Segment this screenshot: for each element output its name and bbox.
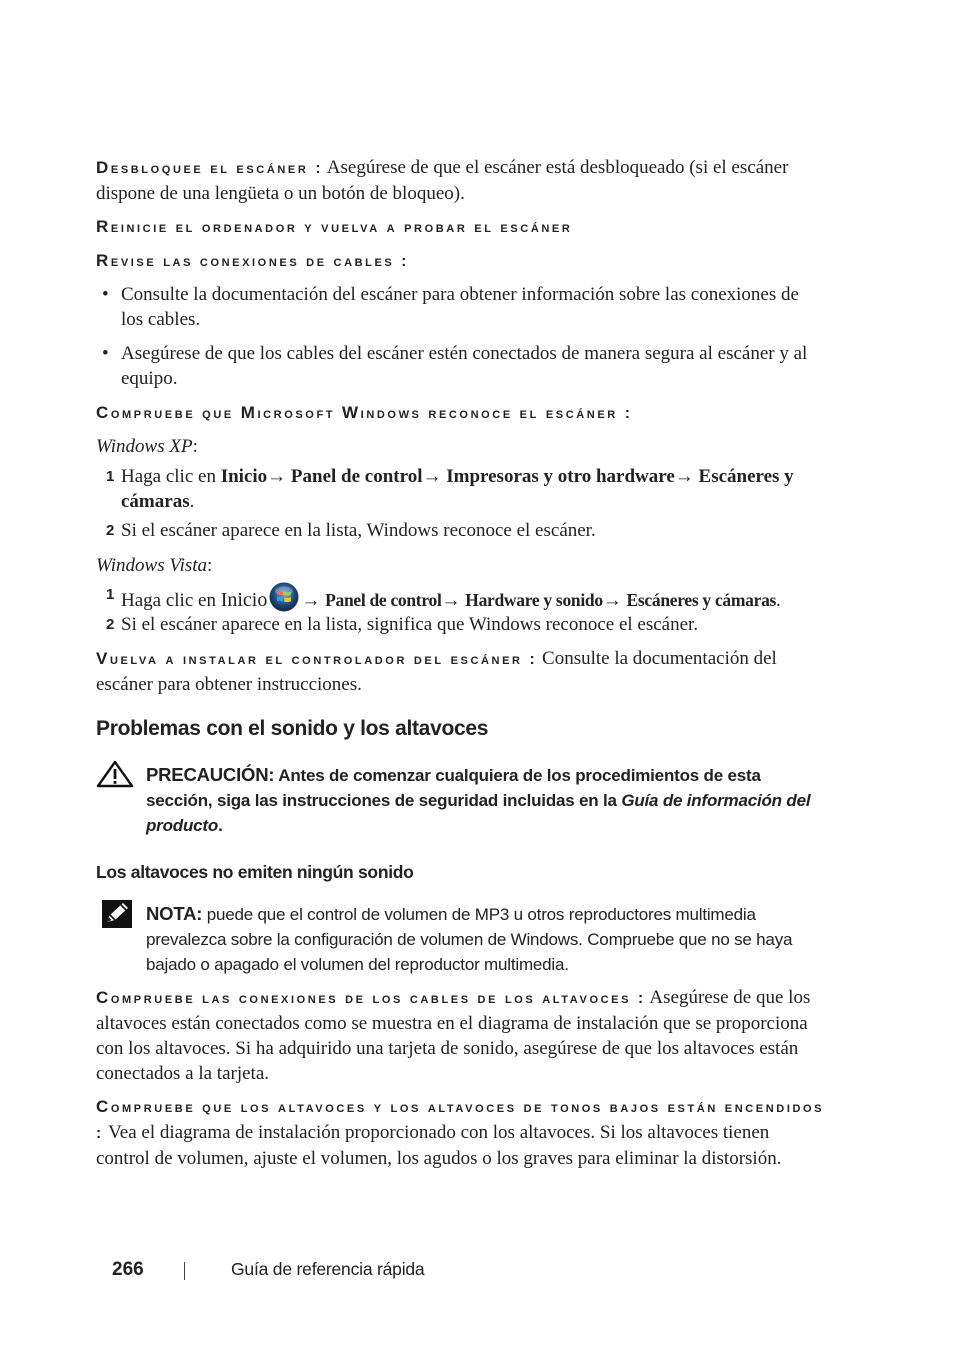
unlock-scanner-heading: Desbloquee el escáner :: [96, 158, 324, 177]
pencil-note-icon: [101, 899, 133, 934]
note-notice: NOTA: puede que el control de volumen de MP3 u otros reproductores multimedia prevalezca sobre la configuración de volumen de Windows. Compruebe que no se haya bajado o apagado el volumen del reproductor multimedia.: [146, 903, 793, 974]
reinstall-driver-paragraph: Vuelva a instalar el controlador del escáner : Consulte la documentación del escáner para obtener instrucciones.: [96, 648, 777, 695]
windows-vista-label: Windows Vista:: [96, 555, 213, 576]
subsection-title: Los altavoces no emiten ningún sonido: [96, 862, 414, 882]
caution-notice: PRECAUCIÓN: Antes de comenzar cualquiera de los procedimientos de esta sección, siga las instrucciones de seguridad incluidas en la Guía de información del producto.: [146, 764, 811, 835]
check-cables-heading: Revise las conexiones de cables :: [96, 251, 410, 270]
speaker-power-paragraph: Compruebe que los altavoces y los altavoces de tonos bajos están encendidos : Vea el diagrama de instalación proporcionado con los altavoces. Si los altavoces tienen control de volumen, ajuste el volumen, los agudos o los graves para eliminar la distorsión.: [96, 1097, 825, 1169]
windows-check-heading: Compruebe que Microsoft Windows reconoce el escáner :: [96, 403, 633, 422]
footer-divider: [184, 1262, 185, 1280]
section-title: Problemas con el sonido y los altavoces: [96, 717, 489, 740]
unlock-scanner-paragraph: [96, 155, 826, 206]
warning-triangle-icon: [96, 760, 134, 793]
document-page: Desbloquee el escáner : Asegúrese de que el escáner está desbloqueado (si el escáner dispone de una lengüeta o un botón de bloqueo). Reinicie el ordenador y vuelva a probar el escáner Revise las conexiones de cables : • Consulte la documentación del escáner para obtener información sobre las conexiones de los cables. • Asegúrese de que los cables del escáner estén conectados de manera segura al escáner y al equipo. Compruebe que Microsoft Windows reconoce el escáner : Windows XP: 1 Haga clic en Inicio→ Panel de control→ Impresoras y otro hardware→ Escáneres y cámaras. 2 Si el escáner aparece en la lista, Windows reconoce el escáner. Windows Vista: 1 Haga clic en Inicio → Panel de control→ Hardware y sonido→ Escáneres y cámaras. 2 Si el escáner aparece en la lista, significa que Windows reconoce el escáner. Vuelva a instalar el controlador del escáner : Consulte la documentación del escáner para obtener instrucciones. Problemas con el sonido y los altavoces PRECAUCIÓN: Antes de comenzar cualquiera de los procedimientos de esta sección, siga las instrucciones de seguridad incluidas en la Guía de información del producto. Los altavoces no emiten ningún sonido NOTA: puede que el control de volumen de MP3 u otros reproductores multimedia prevalezca sobre la configuración de volumen de Windows. Compruebe que no se haya bajado o apagado el volumen del reproductor multimedia. Compruebe las conexiones de los cables de los altavoces : Asegúrese de que los altavoces están conectados como se muestra en el diagrama de instalación que se proporciona con los altavoces. Si ha adquirido una tarjeta de sonido, asegúrese de que los altavoces están conectados a la tarjeta. Compruebe que los altavoces y los altavoces de tonos bajos están encendidos : Vea el diagrama de instalación proporcionado con los altavoces. Si los altavoces tienen control de volumen, ajuste el volumen, los agudos o los graves para eliminar la distorsión. 266 Guía de referencia rápida: [0, 0, 954, 1352]
restart-heading: Reinicie el ordenador y vuelva a probar el escáner: [96, 217, 573, 236]
page-number: 266: [112, 1259, 144, 1280]
unlock-scanner-body: Asegúrese de que el escáner está desbloqueado (si el escáner dispone de una lengüeta o un botón de bloqueo).: [96, 157, 789, 204]
speaker-cables-paragraph: Compruebe las conexiones de los cables de los altavoces : Asegúrese de que los altavoces están conectados como se muestra en el diagrama de instalación que se proporciona con los altavoces. Si ha adquirido una tarjeta de sonido, asegúrese de que los altavoces están conectados a la tarjeta.: [96, 987, 811, 1084]
windows-xp-label: Windows XP:: [96, 436, 198, 457]
footer-title: Guía de referencia rápida: [231, 1259, 425, 1279]
